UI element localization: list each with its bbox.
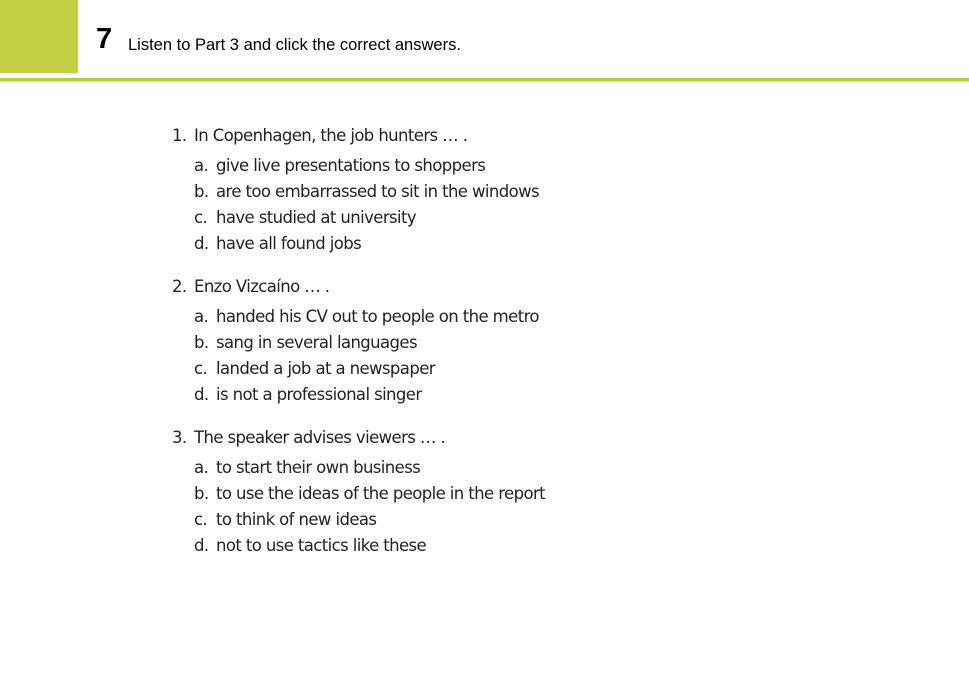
option-text: sang in several languages bbox=[216, 333, 417, 352]
question-stem bbox=[172, 276, 872, 302]
option-text: give live presentations to shoppers bbox=[216, 156, 486, 175]
option-text: have all found jobs bbox=[216, 234, 362, 253]
option-letter: d. bbox=[194, 385, 209, 404]
header-divider-shadow bbox=[0, 81, 969, 84]
answer-options bbox=[194, 304, 872, 408]
answer-option-2c[interactable] bbox=[194, 356, 872, 382]
option-text: not to use tactics like these bbox=[216, 536, 427, 555]
option-letter: a. bbox=[194, 307, 209, 326]
question-stem bbox=[172, 427, 872, 453]
option-text: to use the ideas of the people in the report bbox=[216, 484, 545, 503]
question-text: Enzo Vizcaíno … . bbox=[194, 277, 330, 296]
answer-option-1c[interactable] bbox=[194, 205, 872, 231]
option-letter: a. bbox=[194, 458, 209, 477]
exercise-header bbox=[0, 0, 969, 78]
question-3 bbox=[172, 427, 872, 559]
answer-option-2a[interactable] bbox=[194, 304, 872, 330]
answer-option-3b[interactable] bbox=[194, 481, 872, 507]
option-text: landed a job at a newspaper bbox=[216, 359, 435, 378]
answer-option-3a[interactable] bbox=[194, 455, 872, 481]
option-text: is not a professional singer bbox=[216, 385, 422, 404]
answer-option-2d[interactable] bbox=[194, 382, 872, 408]
option-text: handed his CV out to people on the metro bbox=[216, 307, 539, 326]
question-2 bbox=[172, 276, 872, 408]
option-text: have studied at university bbox=[216, 208, 417, 227]
option-letter: d. bbox=[194, 536, 209, 555]
answer-option-1a[interactable] bbox=[194, 153, 872, 179]
option-text: to think of new ideas bbox=[216, 510, 377, 529]
question-number: 2. bbox=[172, 277, 187, 296]
answer-options bbox=[194, 153, 872, 257]
question-stem bbox=[172, 125, 872, 151]
option-letter: c. bbox=[194, 208, 208, 227]
option-letter: b. bbox=[194, 182, 209, 201]
accent-block bbox=[0, 0, 78, 73]
exercise-instruction: Listen to Part 3 and click the correct answers. bbox=[128, 36, 461, 54]
option-letter: c. bbox=[194, 359, 208, 378]
option-letter: a. bbox=[194, 156, 209, 175]
answer-options bbox=[194, 455, 872, 559]
option-letter: b. bbox=[194, 333, 209, 352]
question-number: 1. bbox=[172, 126, 187, 145]
answer-option-2b[interactable] bbox=[194, 330, 872, 356]
option-letter: d. bbox=[194, 234, 209, 253]
question-list bbox=[172, 125, 872, 578]
answer-option-1b[interactable] bbox=[194, 179, 872, 205]
question-1 bbox=[172, 125, 872, 257]
question-text: In Copenhagen, the job hunters … . bbox=[194, 126, 468, 145]
option-letter: c. bbox=[194, 510, 208, 529]
option-letter: b. bbox=[194, 484, 209, 503]
option-text: are too embarrassed to sit in the windows bbox=[216, 182, 540, 201]
answer-option-3c[interactable] bbox=[194, 507, 872, 533]
question-text: The speaker advises viewers … . bbox=[194, 428, 446, 447]
option-text: to start their own business bbox=[216, 458, 421, 477]
answer-option-1d[interactable] bbox=[194, 231, 872, 257]
exercise-number: 7 bbox=[96, 23, 113, 55]
question-number: 3. bbox=[172, 428, 187, 447]
answer-option-3d[interactable] bbox=[194, 533, 872, 559]
